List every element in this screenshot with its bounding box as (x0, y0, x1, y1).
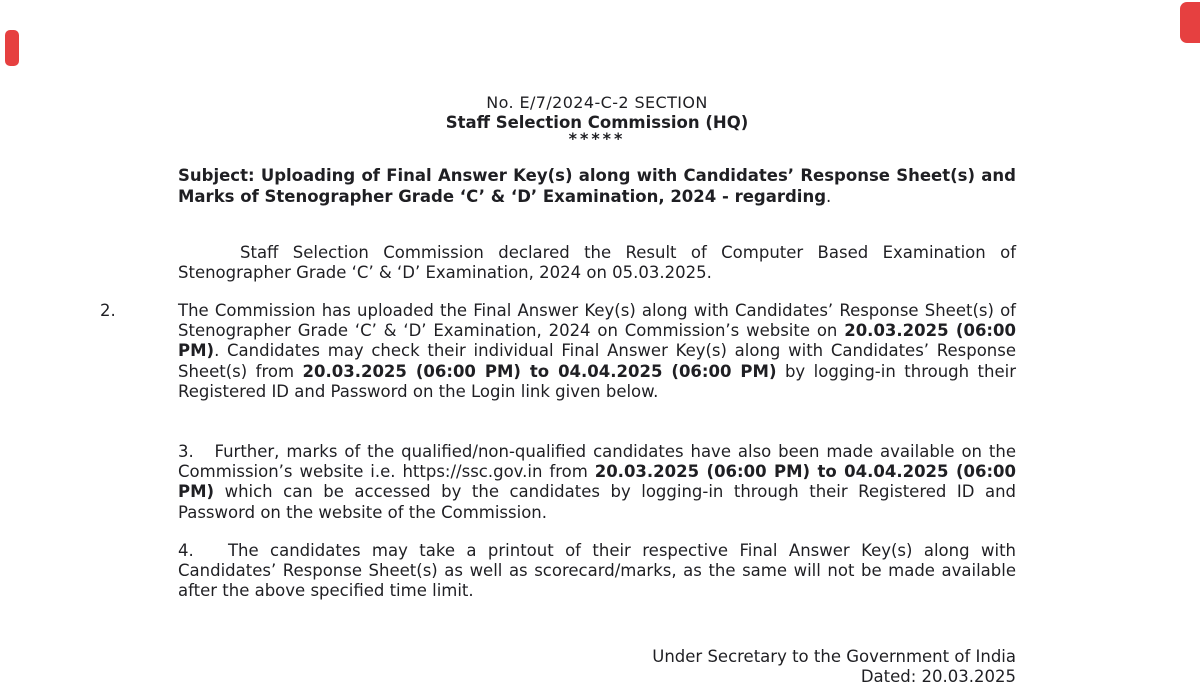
red-corner-accent-left (5, 30, 19, 66)
subject-text: Subject: Uploading of Final Answer Key(s) along with Candidates’ Response Sheet(s) and Marks of Stenographer Grade ‘C’ & ‘D’ Examination, 2024 - regarding (178, 166, 1016, 206)
paragraph-3 (178, 442, 1016, 523)
paragraph-2 (178, 301, 1016, 402)
subject-period: . (826, 187, 832, 206)
organisation-name: Staff Selection Commission (HQ) (445, 113, 749, 132)
separator-stars: ***** (568, 129, 626, 148)
file-number-line: No. E/7/2024-C-2 SECTION (486, 93, 708, 112)
paragraph-2-upload-date: 20.03.2025 (06:00 PM) (178, 321, 1016, 361)
dated-line: Dated: 20.03.2025 (860, 667, 1016, 686)
paragraph-1: Staff Selection Commission declared the Result of Computer Based Examination of Stenographer Grade ‘C’ & ‘D’ Examination, 2024 on 05.03.2025. (178, 243, 1016, 283)
paragraph-2-text-b: . Candidates may check their individual Final Answer Key(s) along with Candidates’ Response Sheet(s) from (178, 341, 1016, 381)
paragraph-2-text-a: The Commission has uploaded the Final Answer Key(s) along with Candidates’ Response Sheet(s) of Stenographer Grade ‘C’ & ‘D’ Examination, 2024 on Commission’s website on (178, 301, 1016, 341)
paragraph-2-text-c: by logging-in through their Registered ID and Password on the Login link given below. (178, 361, 1017, 401)
paragraph-2-availability-window: 20.03.2025 (06:00 PM) to 04.04.2025 (06:00 PM) (302, 361, 777, 381)
subject-paragraph (178, 165, 1016, 207)
red-corner-accent-right (1180, 2, 1200, 43)
paragraph-3-text-a: 3. Further, marks of the qualified/non-qualified candidates have also been made available on the Commission’s website i.e. (178, 442, 1016, 482)
paragraph-3-availability-window: 20.03.2025 (06:00 PM) to 04.04.2025 (06:00 PM) (178, 462, 1017, 502)
paragraph-2-number: 2. (100, 301, 116, 320)
paragraph-3-text-c: which can be accessed by the candidates by logging-in through their Registered ID and Password on the website of the Commission. (178, 482, 1016, 522)
paragraph-3-text-b: from (542, 462, 595, 482)
signature-designation: Under Secretary to the Government of India (652, 647, 1016, 666)
paragraph-4: 4. The candidates may take a printout of their respective Final Answer Key(s) along with Candidates’ Response Sheet(s) as well as scorecard/marks, as the same will not be made available after the above specified time limit. (178, 541, 1016, 601)
ssc-website-url: https://ssc.gov.in (402, 462, 543, 482)
